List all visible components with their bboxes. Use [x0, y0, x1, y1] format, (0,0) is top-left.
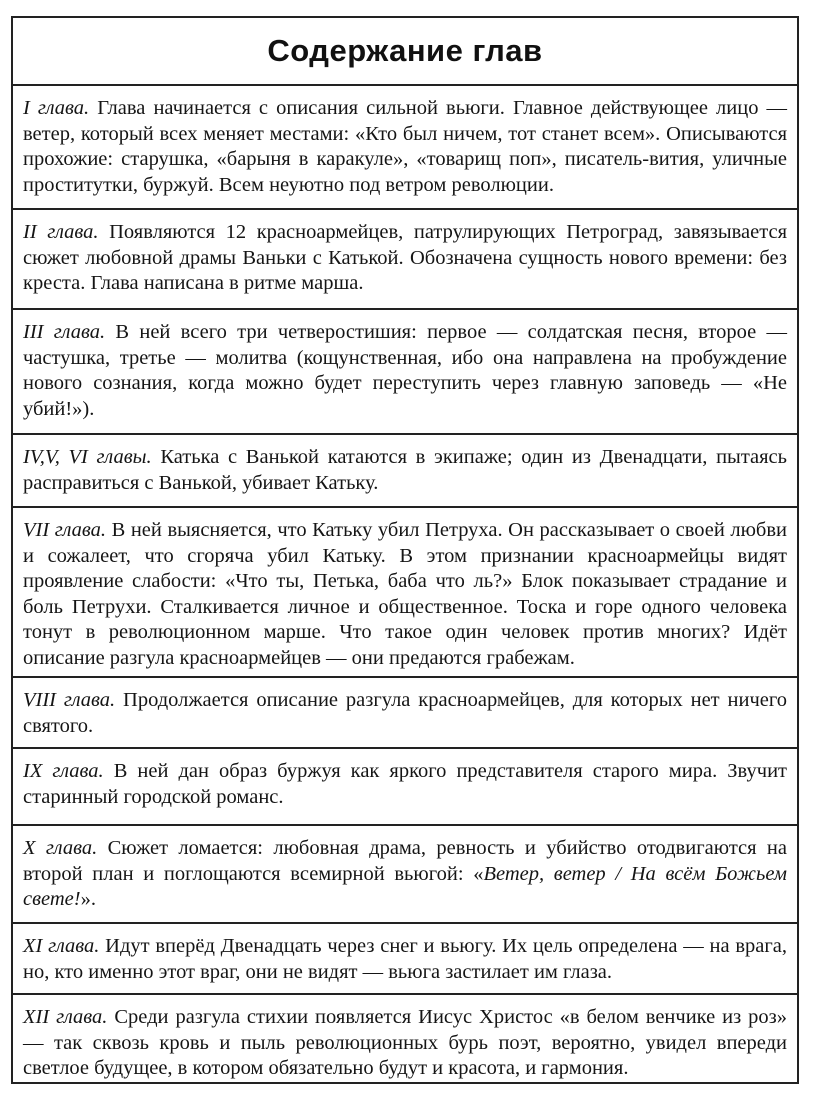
chapter-text: Идут вперёд Двенадцать через снег и вьюгу. Их цель определена — на врага, но, кто именно этот враг, они не видят — вьюга застилает им глаза.: [23, 935, 787, 983]
chapter-row-2: [13, 210, 797, 310]
chapter-quote: Ветер, ветер / На всём Божьем свете!: [23, 862, 787, 910]
chapter-row-10: [13, 995, 797, 1082]
chapter-label: III глава.: [23, 321, 106, 343]
chapter-row-7: [13, 749, 797, 826]
chapter-label: XI глава.: [23, 935, 100, 957]
chapter-label: I глава.: [23, 97, 90, 119]
chapter-row-3: [13, 310, 797, 435]
chapter-row-4: [13, 435, 797, 508]
chapter-label: II глава.: [23, 221, 99, 243]
chapter-row-1: [13, 86, 797, 210]
chapter-text: Глава начинается с описания сильной вьюги. Главное действующее лицо — ветер, который всех меняет местами: «Кто был ничем, тот станет всем». Описываются прохожие: старушка, «барыня в каракуле», «товарищ поп», писатель-вития, уличные проститутки, буржуй. Всем неуютно под ветром революции.: [23, 97, 787, 196]
chapter-label: XII глава.: [23, 1006, 108, 1028]
chapter-row-5: [13, 508, 797, 678]
chapter-label: VII глава.: [23, 519, 107, 541]
table-title: Содержание глав: [13, 18, 797, 86]
chapter-label: IX глава.: [23, 760, 104, 782]
chapter-text: В ней дан образ буржуя как яркого представителя старого мира. Звучит старинный городской романс.: [23, 760, 787, 808]
chapter-text: Продолжается описание разгула красноармейцев, для которых нет ничего святого.: [23, 689, 787, 737]
chapter-row-8: [13, 826, 797, 924]
chapter-text: Сюжет ломается: любовная драма, ревность и убийство отодвигаются на второй план и поглощаются всемирной вьюгой: «: [23, 837, 788, 885]
chapter-text: Среди разгула стихии появляется Иисус Христос «в белом венчике из роз» — так сквозь кровь и пыль революционных бурь поэт, вероятно, увидел впереди светлое будущее, в котором обязательно будут и красота, и гармония.: [23, 1006, 788, 1079]
chapter-row-6: [13, 678, 797, 749]
chapter-text: В ней выясняется, что Катьку убил Петруха. Он рассказывает о своей любви и сожалеет, что сгоряча убил Катьку. В этом признании красноармейцы видят проявление слабости: «Что ты, Петька, баба что ль?» Блок показывает страдание и боль Петрухи. Сталкивается личное и общественное. Тоска и горе одного человека тонут в революционном марше. Что такое один человек против многих? Идёт описание разгула красноармейцев — они предаются грабежам.: [23, 519, 788, 669]
chapter-text: Катька с Ванькой катаются в экипаже; один из Двенадцати, пытаясь расправиться с Ванькой, убивает Катьку.: [23, 446, 788, 494]
chapter-label: X глава.: [23, 837, 98, 859]
chapter-text: В ней всего три четверостишия: первое — солдатская песня, второе — частушка, третье — молитва (кощунственная, ибо она направлена на пробуждение нового сознания, когда можно будет переступить через главную заповедь — «Не убий!»).: [23, 321, 787, 420]
chapters-table: [11, 16, 799, 1084]
chapter-text: Появляются 12 красноармейцев, патрулирующих Петроград, завязывается сюжет любовной драмы Ваньки с Катькой. Обозначена сущность нового времени: без креста. Глава написана в ритме марша.: [23, 221, 787, 294]
chapter-label: IV,V, VI главы.: [23, 446, 152, 468]
chapter-label: VIII глава.: [23, 689, 116, 711]
chapter-text-tail: ».: [80, 888, 96, 910]
chapter-row-9: [13, 924, 797, 995]
